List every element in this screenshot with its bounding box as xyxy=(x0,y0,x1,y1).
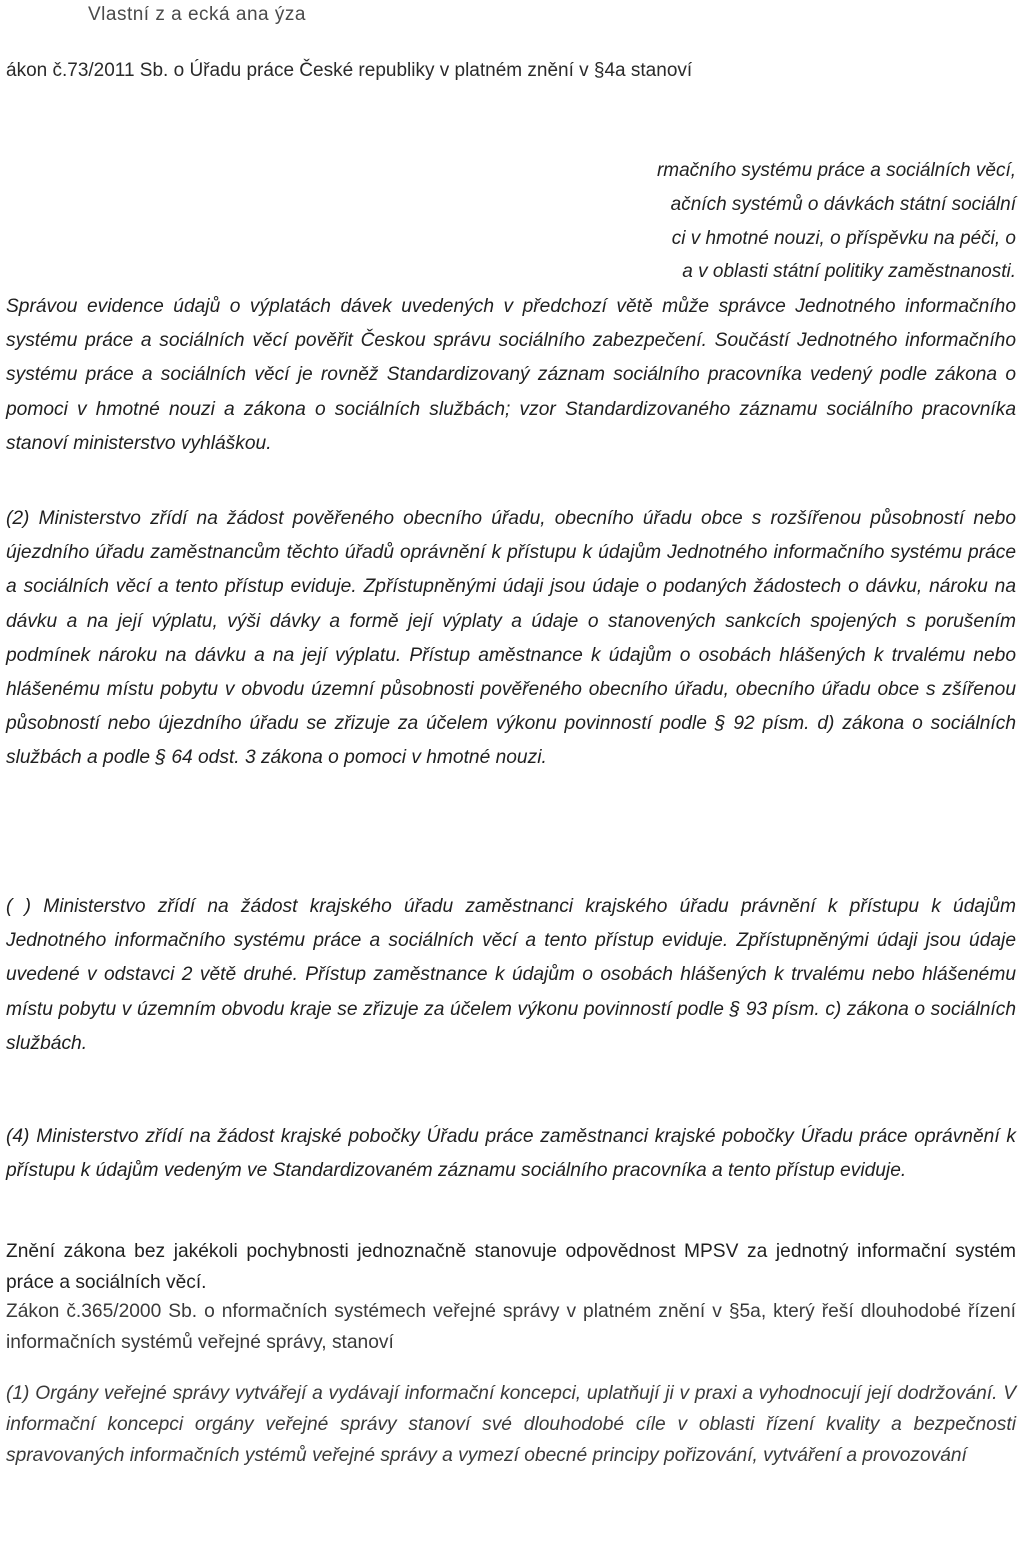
fragment-line-3: ci v hmotné nouzi, o příspěvku na péči, o xyxy=(671,228,1016,249)
paragraph-4 xyxy=(6,1120,1016,1188)
fragment-line-4: a v oblasti státní politiky zaměstnanosti. xyxy=(682,261,1016,282)
fragment-line-1: rmačního systému práce a sociálních věcí, xyxy=(656,160,1016,181)
page-header: Vlastní z a ecká ana ýza xyxy=(88,4,306,25)
intro-line: ákon č.73/2011 Sb. o Úřadu práce České republiky v platném znění v §4a stanoví xyxy=(6,60,693,81)
paragraph-6-text: Zákon č.365/2000 Sb. o nformačních systémech veřejné správy v platném znění v §5a, který řeší dlouhodobé řízení informačních systémů veřejné správy, stanoví xyxy=(6,1301,1016,1353)
paragraph-2-text: (2) Ministerstvo zřídí na žádost pověřeného obecního úřadu, obecního úřadu obce s rozšířenou působností nebo újezdního úřadu zaměstnancům těchto úřadů oprávnění k přístupu k údajům Jednotného informačního systému práce a sociálních věcí a tento přístup eviduje. Zpřístupněnými údaji jsou údaje o podaných žádostech o dávku, nároku na dávku a na její výplatu, výši dávky a formě její výplaty a údaje o stanovených sankcích spojených s porušením podmínek nároku na dávku a na její výplatu. Přístup aměstnance k údajům o osobách hlášených k trvalému nebo hlášenému místu pobytu v obvodu územní působnosti pověřeného obecního úřadu, obecního úřadu obce s zšířenou působností nebo újezdního úřadu se zřizuje za účelem výkonu povinností podle § 92 písm. d) zákona o sociálních službách a podle § 64 odst. 3 zákona o pomoci v hmotné nouzi. xyxy=(6,508,1016,769)
paragraph-7 xyxy=(6,1378,1016,1471)
paragraph-5-text: Znění zákona bez jakékoli pochybnosti jednoznačně stanovuje odpovědnost MPSV za jednotný informační systém práce a sociálních věcí. xyxy=(6,1241,1016,1293)
paragraph-4-text: (4) Ministerstvo zřídí na žádost krajské pobočky Úřadu práce zaměstnanci krajské pobočky Úřadu práce oprávnění k přístupu k údajům vedeným ve Standardizovaném záznamu sociálního pracovníka a tento přístup eviduje. xyxy=(6,1126,1016,1182)
paragraph-5 xyxy=(6,1236,1016,1298)
paragraph-1-text: Správou evidence údajů o výplatách dávek uvedených v předchozí větě může správce Jednotného informačního systému práce a sociálních věcí pověřit Českou správu sociálního zabezpečení. Součástí Jednotného informačního systému práce a sociálních věcí je rovněž Standardizovaný záznam sociálního pracovníka vedený podle zákona o pomoci v hmotné nouzi a zákona o sociálních službách; vzor Standardizovaného záznamu sociálního pracovníka stanoví ministerstvo vyhláškou. xyxy=(6,296,1016,454)
paragraph-7-text: (1) Orgány veřejné správy vytvářejí a vydávají informační koncepci, uplatňují ji v praxi a vyhodnocují její dodržování. V informační koncepci orgány veřejné správy stanoví své dlouhodobé cíle v oblasti řízení kvality a bezpečnosti spravovaných informačních ystémů veřejné správy a vymezí obecné principy pořizování, vytváření a provozování xyxy=(6,1383,1016,1466)
paragraph-6 xyxy=(6,1296,1016,1358)
paragraph-3 xyxy=(6,890,1016,1061)
paragraph-1 xyxy=(6,290,1016,461)
paragraph-2 xyxy=(6,502,1016,776)
fragment-line-2: ačních systémů o dávkách státní sociální xyxy=(670,194,1016,215)
paragraph-3-text: ( ) Ministerstvo zřídí na žádost krajského úřadu zaměstnanci krajského úřadu právnění k přístupu k údajům Jednotného informačního systému práce a sociálních věcí a tento přístup eviduje. Zpřístupněnými údaji jsou údaje uvedené v odstavci 2 větě druhé. Přístup zaměstnance k údajům o osobách hlášených k trvalému nebo hlášenému místu pobytu v územním obvodu kraje se zřizuje za účelem výkonu povinností podle § 93 písm. c) zákona o sociálních službách. xyxy=(6,896,1016,1054)
